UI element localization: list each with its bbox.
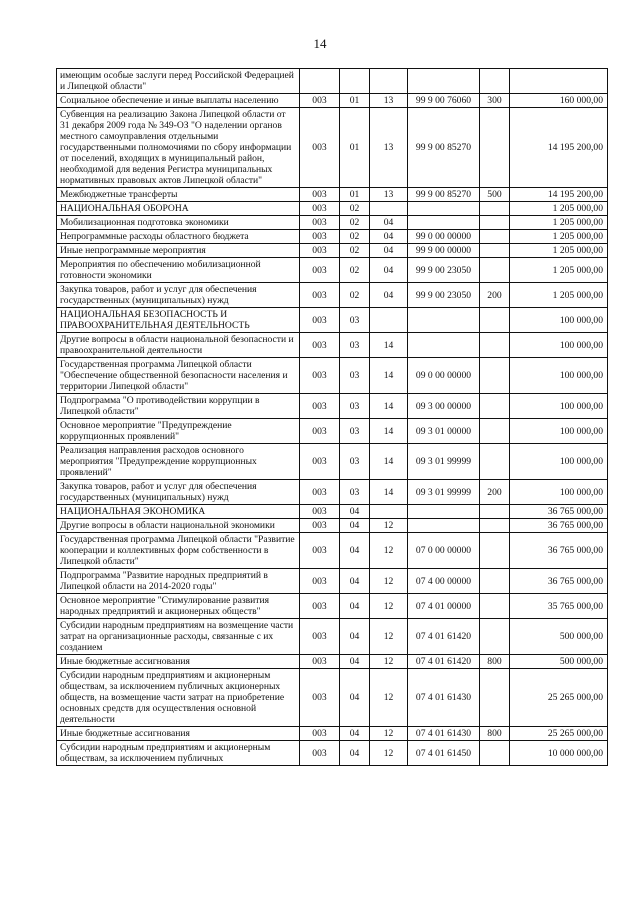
cell-amount: 35 765 000,00	[510, 594, 608, 619]
cell-target-item: 07 4 01 61450	[408, 741, 480, 766]
cell-expense-type	[480, 216, 510, 230]
cell-expense-type	[480, 69, 510, 94]
table-row	[57, 727, 608, 741]
cell-target-item: 09 3 00 00000	[408, 394, 480, 419]
cell-expense-type	[480, 419, 510, 444]
cell-subsection: 12	[370, 519, 408, 533]
cell-target-item: 99 9 00 85270	[408, 108, 480, 188]
cell-subsection: 14	[370, 419, 408, 444]
cell-subsection: 12	[370, 741, 408, 766]
cell-name: Государственная программа Липецкой области "Развитие кооперации и коллективных форм собственности в Липецкой области"	[57, 533, 300, 569]
table-row	[57, 533, 608, 569]
cell-admin-code: 003	[300, 308, 340, 333]
table-row	[57, 444, 608, 480]
cell-amount: 100 000,00	[510, 394, 608, 419]
cell-section: 04	[340, 619, 370, 655]
table-row	[57, 108, 608, 188]
cell-target-item: 09 3 01 99999	[408, 480, 480, 505]
cell-name: Закупка товаров, работ и услуг для обеспечения государственных (муниципальных) нужд	[57, 480, 300, 505]
cell-name: Подпрограмма "О противодействии коррупции в Липецкой области"	[57, 394, 300, 419]
cell-amount: 100 000,00	[510, 444, 608, 480]
cell-amount: 36 765 000,00	[510, 569, 608, 594]
cell-subsection: 13	[370, 108, 408, 188]
cell-subsection: 12	[370, 594, 408, 619]
cell-section: 02	[340, 283, 370, 308]
cell-subsection	[370, 505, 408, 519]
cell-amount: 1 205 000,00	[510, 258, 608, 283]
cell-expense-type	[480, 258, 510, 283]
cell-subsection: 12	[370, 619, 408, 655]
cell-amount	[510, 69, 608, 94]
cell-expense-type	[480, 569, 510, 594]
cell-name: Государственная программа Липецкой области "Обеспечение общественной безопасности населения и территории Липецкой области"	[57, 358, 300, 394]
cell-name: Социальное обеспечение и иные выплаты населению	[57, 94, 300, 108]
cell-admin-code: 003	[300, 655, 340, 669]
cell-admin-code: 003	[300, 244, 340, 258]
cell-name: Иные бюджетные ассигнования	[57, 655, 300, 669]
cell-amount: 100 000,00	[510, 333, 608, 358]
cell-section: 04	[340, 533, 370, 569]
cell-subsection	[370, 308, 408, 333]
cell-amount: 10 000 000,00	[510, 741, 608, 766]
cell-amount: 1 205 000,00	[510, 202, 608, 216]
cell-admin-code: 003	[300, 258, 340, 283]
cell-target-item: 07 0 00 00000	[408, 533, 480, 569]
cell-target-item: 09 3 01 00000	[408, 419, 480, 444]
cell-target-item	[408, 308, 480, 333]
cell-expense-type: 200	[480, 480, 510, 505]
cell-name: Другие вопросы в области национальной безопасности и правоохранительной деятельности	[57, 333, 300, 358]
cell-target-item	[408, 519, 480, 533]
cell-name: Субвенция на реализацию Закона Липецкой области от 31 декабря 2009 года № 349-ОЗ "О наделении органов местного самоуправления отдельными государственными полномочиями по сбору информации от поселений, входящих в муниципальный район, необходимой для ведения Регистра муниципальных нормативных правовых актов Липецкой области"	[57, 108, 300, 188]
table-row	[57, 202, 608, 216]
cell-amount: 25 265 000,00	[510, 669, 608, 727]
cell-admin-code: 003	[300, 419, 340, 444]
cell-expense-type	[480, 619, 510, 655]
table-row	[57, 308, 608, 333]
cell-target-item	[408, 333, 480, 358]
cell-target-item: 99 9 00 76060	[408, 94, 480, 108]
cell-expense-type: 800	[480, 727, 510, 741]
cell-section: 03	[340, 333, 370, 358]
cell-admin-code: 003	[300, 505, 340, 519]
cell-subsection: 04	[370, 216, 408, 230]
cell-amount: 14 195 200,00	[510, 188, 608, 202]
cell-expense-type	[480, 444, 510, 480]
cell-admin-code	[300, 69, 340, 94]
cell-target-item: 99 9 00 00000	[408, 244, 480, 258]
cell-target-item: 99 9 00 23050	[408, 258, 480, 283]
cell-section: 03	[340, 308, 370, 333]
cell-expense-type	[480, 519, 510, 533]
cell-expense-type: 500	[480, 188, 510, 202]
table-row	[57, 741, 608, 766]
cell-section: 04	[340, 594, 370, 619]
cell-admin-code: 003	[300, 394, 340, 419]
cell-section: 04	[340, 655, 370, 669]
cell-name: Другие вопросы в области национальной экономики	[57, 519, 300, 533]
table-row	[57, 94, 608, 108]
cell-subsection: 12	[370, 655, 408, 669]
cell-section: 03	[340, 419, 370, 444]
cell-subsection: 14	[370, 444, 408, 480]
cell-target-item	[408, 216, 480, 230]
cell-name: Иные бюджетные ассигнования	[57, 727, 300, 741]
cell-name: Подпрограмма "Развитие народных предприятий в Липецкой области на 2014-2020 годы"	[57, 569, 300, 594]
cell-name: Межбюджетные трансферты	[57, 188, 300, 202]
cell-admin-code: 003	[300, 188, 340, 202]
cell-admin-code: 003	[300, 444, 340, 480]
cell-name: НАЦИОНАЛЬНАЯ ОБОРОНА	[57, 202, 300, 216]
cell-target-item: 07 4 00 00000	[408, 569, 480, 594]
table-row	[57, 569, 608, 594]
cell-admin-code: 003	[300, 230, 340, 244]
table-row	[57, 480, 608, 505]
table-row	[57, 69, 608, 94]
cell-expense-type	[480, 308, 510, 333]
table-row	[57, 619, 608, 655]
cell-section: 01	[340, 94, 370, 108]
cell-section: 02	[340, 202, 370, 216]
table-row	[57, 394, 608, 419]
cell-section: 03	[340, 480, 370, 505]
budget-table	[56, 68, 608, 766]
cell-expense-type: 300	[480, 94, 510, 108]
cell-admin-code: 003	[300, 480, 340, 505]
cell-subsection: 14	[370, 394, 408, 419]
cell-target-item: 99 9 00 23050	[408, 283, 480, 308]
cell-section: 01	[340, 188, 370, 202]
cell-target-item	[408, 69, 480, 94]
cell-name: Основное мероприятие "Стимулирование развития народных предприятий и акционерных обществ"	[57, 594, 300, 619]
cell-subsection: 12	[370, 727, 408, 741]
cell-section: 04	[340, 741, 370, 766]
cell-subsection: 04	[370, 283, 408, 308]
cell-subsection: 14	[370, 333, 408, 358]
table-row	[57, 505, 608, 519]
cell-section: 03	[340, 358, 370, 394]
cell-subsection: 13	[370, 94, 408, 108]
table-row	[57, 594, 608, 619]
cell-target-item: 07 4 01 61420	[408, 655, 480, 669]
cell-section: 03	[340, 394, 370, 419]
cell-expense-type: 200	[480, 283, 510, 308]
table-row	[57, 244, 608, 258]
cell-section: 02	[340, 230, 370, 244]
table-row	[57, 216, 608, 230]
cell-expense-type	[480, 202, 510, 216]
cell-subsection: 14	[370, 358, 408, 394]
cell-admin-code: 003	[300, 358, 340, 394]
cell-admin-code: 003	[300, 519, 340, 533]
cell-target-item: 07 4 01 61420	[408, 619, 480, 655]
cell-admin-code: 003	[300, 533, 340, 569]
cell-target-item: 07 4 01 00000	[408, 594, 480, 619]
cell-admin-code: 003	[300, 727, 340, 741]
cell-admin-code: 003	[300, 569, 340, 594]
table-body	[57, 69, 608, 766]
cell-target-item: 09 3 01 99999	[408, 444, 480, 480]
table-row	[57, 283, 608, 308]
cell-section: 04	[340, 727, 370, 741]
cell-expense-type	[480, 741, 510, 766]
cell-expense-type	[480, 594, 510, 619]
cell-name: имеющим особые заслуги перед Российской Федерацией и Липецкой области"	[57, 69, 300, 94]
cell-amount: 500 000,00	[510, 619, 608, 655]
cell-expense-type	[480, 244, 510, 258]
cell-target-item	[408, 505, 480, 519]
cell-expense-type	[480, 505, 510, 519]
cell-expense-type	[480, 108, 510, 188]
cell-name: Непрограммные расходы областного бюджета	[57, 230, 300, 244]
cell-amount: 1 205 000,00	[510, 283, 608, 308]
cell-subsection: 13	[370, 188, 408, 202]
cell-subsection: 04	[370, 258, 408, 283]
cell-section: 02	[340, 258, 370, 283]
cell-name: НАЦИОНАЛЬНАЯ БЕЗОПАСНОСТЬ И ПРАВООХРАНИТЕЛЬНАЯ ДЕЯТЕЛЬНОСТЬ	[57, 308, 300, 333]
table-row	[57, 519, 608, 533]
cell-admin-code: 003	[300, 108, 340, 188]
table-row	[57, 230, 608, 244]
cell-target-item: 99 9 00 85270	[408, 188, 480, 202]
cell-subsection	[370, 69, 408, 94]
cell-admin-code: 003	[300, 333, 340, 358]
cell-amount: 1 205 000,00	[510, 216, 608, 230]
cell-expense-type: 800	[480, 655, 510, 669]
cell-admin-code: 003	[300, 216, 340, 230]
cell-amount: 25 265 000,00	[510, 727, 608, 741]
cell-section: 02	[340, 216, 370, 230]
table-row	[57, 419, 608, 444]
cell-admin-code: 003	[300, 619, 340, 655]
cell-target-item: 07 4 01 61430	[408, 727, 480, 741]
table-row	[57, 258, 608, 283]
cell-subsection: 04	[370, 230, 408, 244]
cell-subsection: 12	[370, 533, 408, 569]
table-row	[57, 655, 608, 669]
cell-amount: 36 765 000,00	[510, 519, 608, 533]
cell-name: Мобилизационная подготовка экономики	[57, 216, 300, 230]
cell-amount: 14 195 200,00	[510, 108, 608, 188]
cell-name: Субсидии народным предприятиям и акционерным обществам, за исключением публичных	[57, 741, 300, 766]
cell-expense-type	[480, 230, 510, 244]
cell-section: 03	[340, 444, 370, 480]
cell-section: 02	[340, 244, 370, 258]
cell-amount: 500 000,00	[510, 655, 608, 669]
cell-subsection	[370, 202, 408, 216]
cell-section: 04	[340, 505, 370, 519]
cell-subsection: 14	[370, 480, 408, 505]
cell-admin-code: 003	[300, 283, 340, 308]
cell-name: Мероприятия по обеспечению мобилизационной готовности экономики	[57, 258, 300, 283]
cell-amount: 100 000,00	[510, 308, 608, 333]
cell-amount: 1 205 000,00	[510, 244, 608, 258]
table-row	[57, 669, 608, 727]
page-number: 14	[313, 36, 327, 51]
cell-target-item: 07 4 01 61430	[408, 669, 480, 727]
cell-amount: 160 000,00	[510, 94, 608, 108]
cell-section: 04	[340, 519, 370, 533]
cell-name: Иные непрограммные мероприятия	[57, 244, 300, 258]
table-row	[57, 333, 608, 358]
cell-amount: 36 765 000,00	[510, 533, 608, 569]
cell-amount: 36 765 000,00	[510, 505, 608, 519]
cell-section: 01	[340, 108, 370, 188]
cell-subsection: 04	[370, 244, 408, 258]
cell-target-item	[408, 202, 480, 216]
cell-expense-type	[480, 394, 510, 419]
cell-section: 04	[340, 669, 370, 727]
cell-target-item: 09 0 00 00000	[408, 358, 480, 394]
cell-name: Основное мероприятие "Предупреждение коррупционных проявлений"	[57, 419, 300, 444]
cell-admin-code: 003	[300, 594, 340, 619]
cell-name: Субсидии народным предприятиям на возмещение части затрат на организационные расходы, связанные с их созданием	[57, 619, 300, 655]
cell-admin-code: 003	[300, 669, 340, 727]
cell-amount: 1 205 000,00	[510, 230, 608, 244]
cell-section	[340, 69, 370, 94]
cell-name: НАЦИОНАЛЬНАЯ ЭКОНОМИКА	[57, 505, 300, 519]
cell-amount: 100 000,00	[510, 480, 608, 505]
cell-name: Субсидии народным предприятиям и акционерным обществам, за исключением публичных акционерных обществ, на возмещение части затрат на приобретение основных средств для осуществления основной деятельности	[57, 669, 300, 727]
cell-amount: 100 000,00	[510, 358, 608, 394]
cell-name: Закупка товаров, работ и услуг для обеспечения государственных (муниципальных) нужд	[57, 283, 300, 308]
table-row	[57, 358, 608, 394]
cell-amount: 100 000,00	[510, 419, 608, 444]
cell-target-item: 99 0 00 00000	[408, 230, 480, 244]
cell-expense-type	[480, 669, 510, 727]
cell-admin-code: 003	[300, 741, 340, 766]
cell-expense-type	[480, 333, 510, 358]
cell-section: 04	[340, 569, 370, 594]
cell-expense-type	[480, 358, 510, 394]
cell-subsection: 12	[370, 669, 408, 727]
cell-admin-code: 003	[300, 94, 340, 108]
cell-name: Реализация направления расходов основного мероприятия "Предупреждение коррупционных проявлений"	[57, 444, 300, 480]
table-row	[57, 188, 608, 202]
cell-expense-type	[480, 533, 510, 569]
cell-subsection: 12	[370, 569, 408, 594]
cell-admin-code: 003	[300, 202, 340, 216]
